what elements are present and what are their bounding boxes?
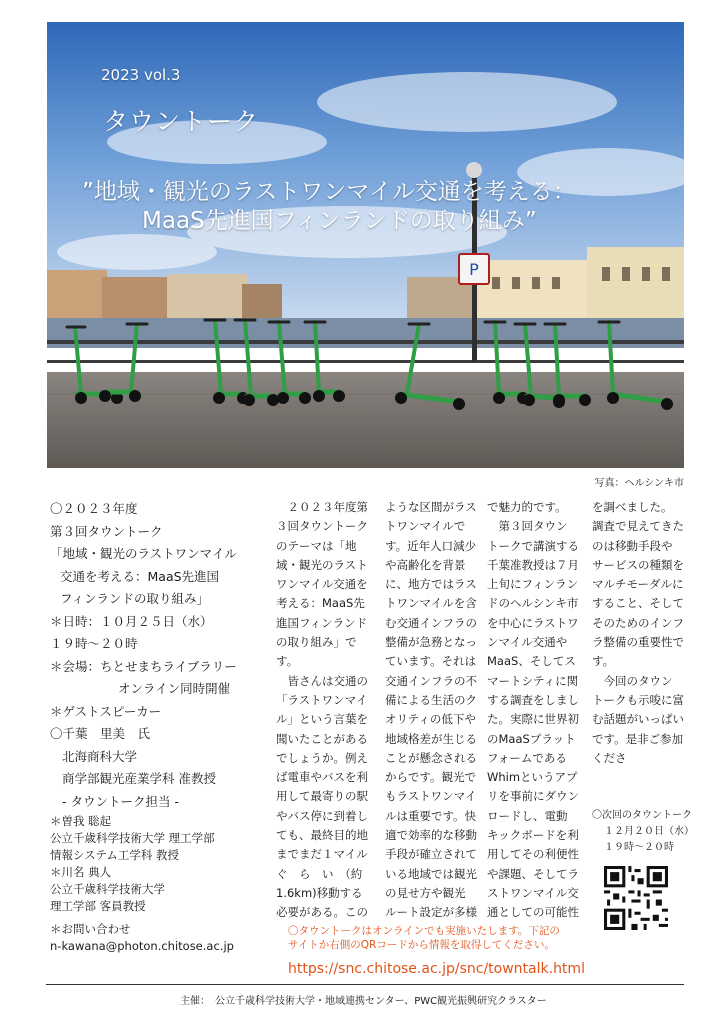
text-line: マートシティに関 <box>487 673 579 688</box>
year-volume: 2023 vol.3 <box>101 66 181 84</box>
text-line: ぐ ら い （約 <box>276 866 363 881</box>
text-line: いる地域では観光 <box>385 866 477 881</box>
text-line: 考える：MaaS先 <box>276 596 365 611</box>
text-line: 地域格差が生じる <box>385 731 477 746</box>
organizer-position: 情報システム工学科 教授 <box>50 848 180 862</box>
text-line: ロードし、電動 <box>487 808 568 823</box>
text-line: 上旬にフィンラン <box>487 577 579 592</box>
text-line: 適で効率的な移動 <box>385 828 477 843</box>
text-line: 必要がある。この <box>276 905 368 920</box>
text-line: 調査で見えてきた <box>592 519 684 534</box>
text-line: MaaS、そしてス <box>487 654 576 669</box>
text-line: くださ <box>592 750 627 765</box>
sponsor-text: 主催： 公立千歳科学技術大学・地域連携センター、PWC観光振興研究クラスター <box>180 996 547 1007</box>
text-line: すること、そして <box>592 596 684 611</box>
text-line: からです。観光で <box>385 770 476 785</box>
event-year: 〇２０２３年度 <box>50 501 138 516</box>
contact-heading: ＊お問い合わせ <box>50 922 131 936</box>
text-line: マルチモーダルに <box>592 577 684 592</box>
event-date: ＊日時：１０月２５日（水） <box>50 613 213 629</box>
event-online: オンライン同時開催 <box>118 681 231 696</box>
text-line: ンマイル交通や <box>487 635 568 650</box>
text-line: もラストワンマイ <box>385 789 477 804</box>
next-event-label: 〇次回のタウントーク <box>592 810 692 821</box>
notice-line: 〇タウントークはオンラインでも実施いたします。下記の <box>288 925 560 937</box>
next-event-time: １９時〜２０時 <box>604 842 674 853</box>
text-line: 「ラストワンマイ <box>276 692 368 707</box>
text-line: す。 <box>592 654 615 669</box>
hero-photo <box>47 22 684 468</box>
contact-email[interactable]: n-kawana@photon.chitose.ac.jp <box>50 939 234 953</box>
text-line: でしょうか。例え <box>276 750 368 765</box>
text-line: の見せ方や観光 <box>385 885 466 900</box>
text-line: トワンマイルを含 <box>385 596 477 611</box>
main-title-line2: MaaS先進国フィンランドの取り組み” <box>142 208 537 234</box>
text-line: 今回のタウン <box>592 673 673 688</box>
event-title-line: 「地域・観光のラストワンマイル <box>50 546 237 561</box>
photo-caption: 写真：ヘルシンキ市 <box>594 478 684 489</box>
organizers-heading: - タウントーク担当 - <box>62 793 179 809</box>
text-line: ても、最終目的地 <box>276 828 368 843</box>
text-line: を中心にラストワ <box>487 615 579 630</box>
text-line: た。実際に世界初 <box>487 712 579 727</box>
online-notice <box>288 924 560 952</box>
text-line: 域・観光のラスト <box>276 557 368 572</box>
qr-code-icon[interactable] <box>604 866 668 930</box>
text-line: を調べました。 <box>592 500 673 514</box>
text-line: 通としての可能性 <box>487 905 579 920</box>
body-column-2 <box>385 498 477 923</box>
text-line: ル」という言葉を <box>276 712 368 727</box>
guest-name: 〇千葉 里美 氏 <box>50 726 151 741</box>
text-line: す。近年人口減少 <box>385 538 477 553</box>
event-title-line: 交通を考える：MaaS先進国 <box>60 568 220 584</box>
body-column-1 <box>276 498 368 923</box>
text-line: 1.6km)移動する <box>276 885 363 900</box>
next-event-date: １２月２０日（水） <box>604 826 694 837</box>
text-line: ２０２３年度第 <box>276 500 368 514</box>
text-line: ルは重要です。快 <box>385 808 477 823</box>
towntalk-url-link[interactable]: https://snc.chitose.ac.jp/snc/towntalk.html <box>288 961 585 977</box>
text-line: ています。それは <box>385 654 477 669</box>
text-line: のは移動手段や <box>592 538 673 553</box>
body-column-3 <box>487 498 579 923</box>
event-number: 第３回タウントーク <box>50 523 163 539</box>
text-line: 備による生活のク <box>385 692 477 707</box>
text-line: で魅力的です。 <box>487 500 567 514</box>
organizer-affiliation: 公立千歳科学技術大学 理工学部 <box>50 831 215 845</box>
text-line: 手段が確立されて <box>385 847 477 862</box>
text-line: フォームである <box>487 750 567 765</box>
text-line: の取り組み」で <box>276 635 357 650</box>
text-line: ３回タウントーク <box>276 519 368 534</box>
text-line: のMaaSプラット <box>487 731 576 746</box>
text-line: トークも示唆に富 <box>592 692 684 707</box>
text-line: む話題がいっぱい <box>592 712 684 727</box>
text-line: する調査をしまし <box>487 692 579 707</box>
buildings-left <box>47 270 282 322</box>
text-line: Whimというアプ <box>487 770 578 785</box>
guest-heading: ＊ゲストスピーカー <box>50 703 162 719</box>
text-line: オリティの低下や <box>385 712 476 727</box>
text-line: ストワンマイル交 <box>487 885 579 900</box>
text-line: までまだ１マイル <box>276 847 368 862</box>
text-line: のテーマは「地 <box>276 538 357 553</box>
text-line: 皆さんは交通の <box>276 673 368 688</box>
text-line: す。 <box>276 654 299 669</box>
text-line: 進国フィンランド <box>276 615 368 630</box>
text-line: 用してその利便性 <box>487 847 579 862</box>
text-line: む交通インフラの <box>385 615 477 630</box>
organizer-affiliation: 公立千歳科学技術大学 <box>50 882 165 896</box>
text-line: に、地方ではラス <box>385 577 477 592</box>
text-line: ことが懸念される <box>385 750 477 765</box>
helsinki-photo-illustration <box>47 22 684 468</box>
parking-sign: P <box>469 260 479 279</box>
text-line: トークで講演する <box>487 538 579 553</box>
text-line: トワンマイルで <box>385 519 466 534</box>
text-line: キックボードを利 <box>487 828 579 843</box>
text-line: ば電車やバスを利 <box>276 770 368 785</box>
text-line: 整備が急務となっ <box>385 635 477 650</box>
next-event <box>592 808 694 856</box>
guest-affiliation: 北海商科大学 <box>62 748 138 764</box>
text-line: 交通インフラの不 <box>385 673 477 688</box>
event-time: １９時〜２０時 <box>50 636 138 651</box>
text-line: 千葉准教授は７月 <box>487 557 579 572</box>
text-line: 用して最寄りの駅 <box>276 789 368 804</box>
notice-line: サイトか右側のQRコードから情報を取得してください。 <box>288 939 555 951</box>
text-line: ような区間がラス <box>385 500 477 514</box>
body-column-4 <box>592 498 684 768</box>
guest-position: 商学部観光産業学科 准教授 <box>62 771 216 786</box>
event-title-line: フィンランドの取り組み」 <box>60 591 210 606</box>
event-info <box>50 498 270 955</box>
organizer-name: ＊川名 典人 <box>50 865 112 879</box>
text-line: ラ整備の重要性で <box>592 635 684 650</box>
main-title-line1: ”地域・観光のラストワンマイル交通を考える： <box>82 179 576 205</box>
text-line: そのためのインフ <box>592 615 684 630</box>
text-line: やバス停に到着し <box>276 808 368 823</box>
text-line: です。是非ご参加 <box>592 731 684 746</box>
text-line: サービスの種類を <box>592 557 684 572</box>
text-line: や課題、そしてラ <box>487 866 579 881</box>
text-line: ルート設定が多様 <box>385 905 477 920</box>
organizer-position: 理工学部 客員教授 <box>50 899 146 913</box>
text-line: ワンマイル交通を <box>276 577 368 592</box>
series-title: タウントーク <box>103 107 260 136</box>
text-line: ドのヘルシンキ市 <box>487 596 579 611</box>
organizer-name: ＊曽我 聡起 <box>50 814 112 828</box>
text-line: リを事前にダウン <box>487 789 579 804</box>
footer-divider <box>46 984 684 985</box>
event-venue: ＊会場：ちとせまちライブラリー <box>50 658 237 674</box>
text-line: 第３回タウン <box>487 519 568 534</box>
text-line: 聞いたことがある <box>276 731 368 746</box>
text-line: や高齢化を背景 <box>385 557 466 572</box>
